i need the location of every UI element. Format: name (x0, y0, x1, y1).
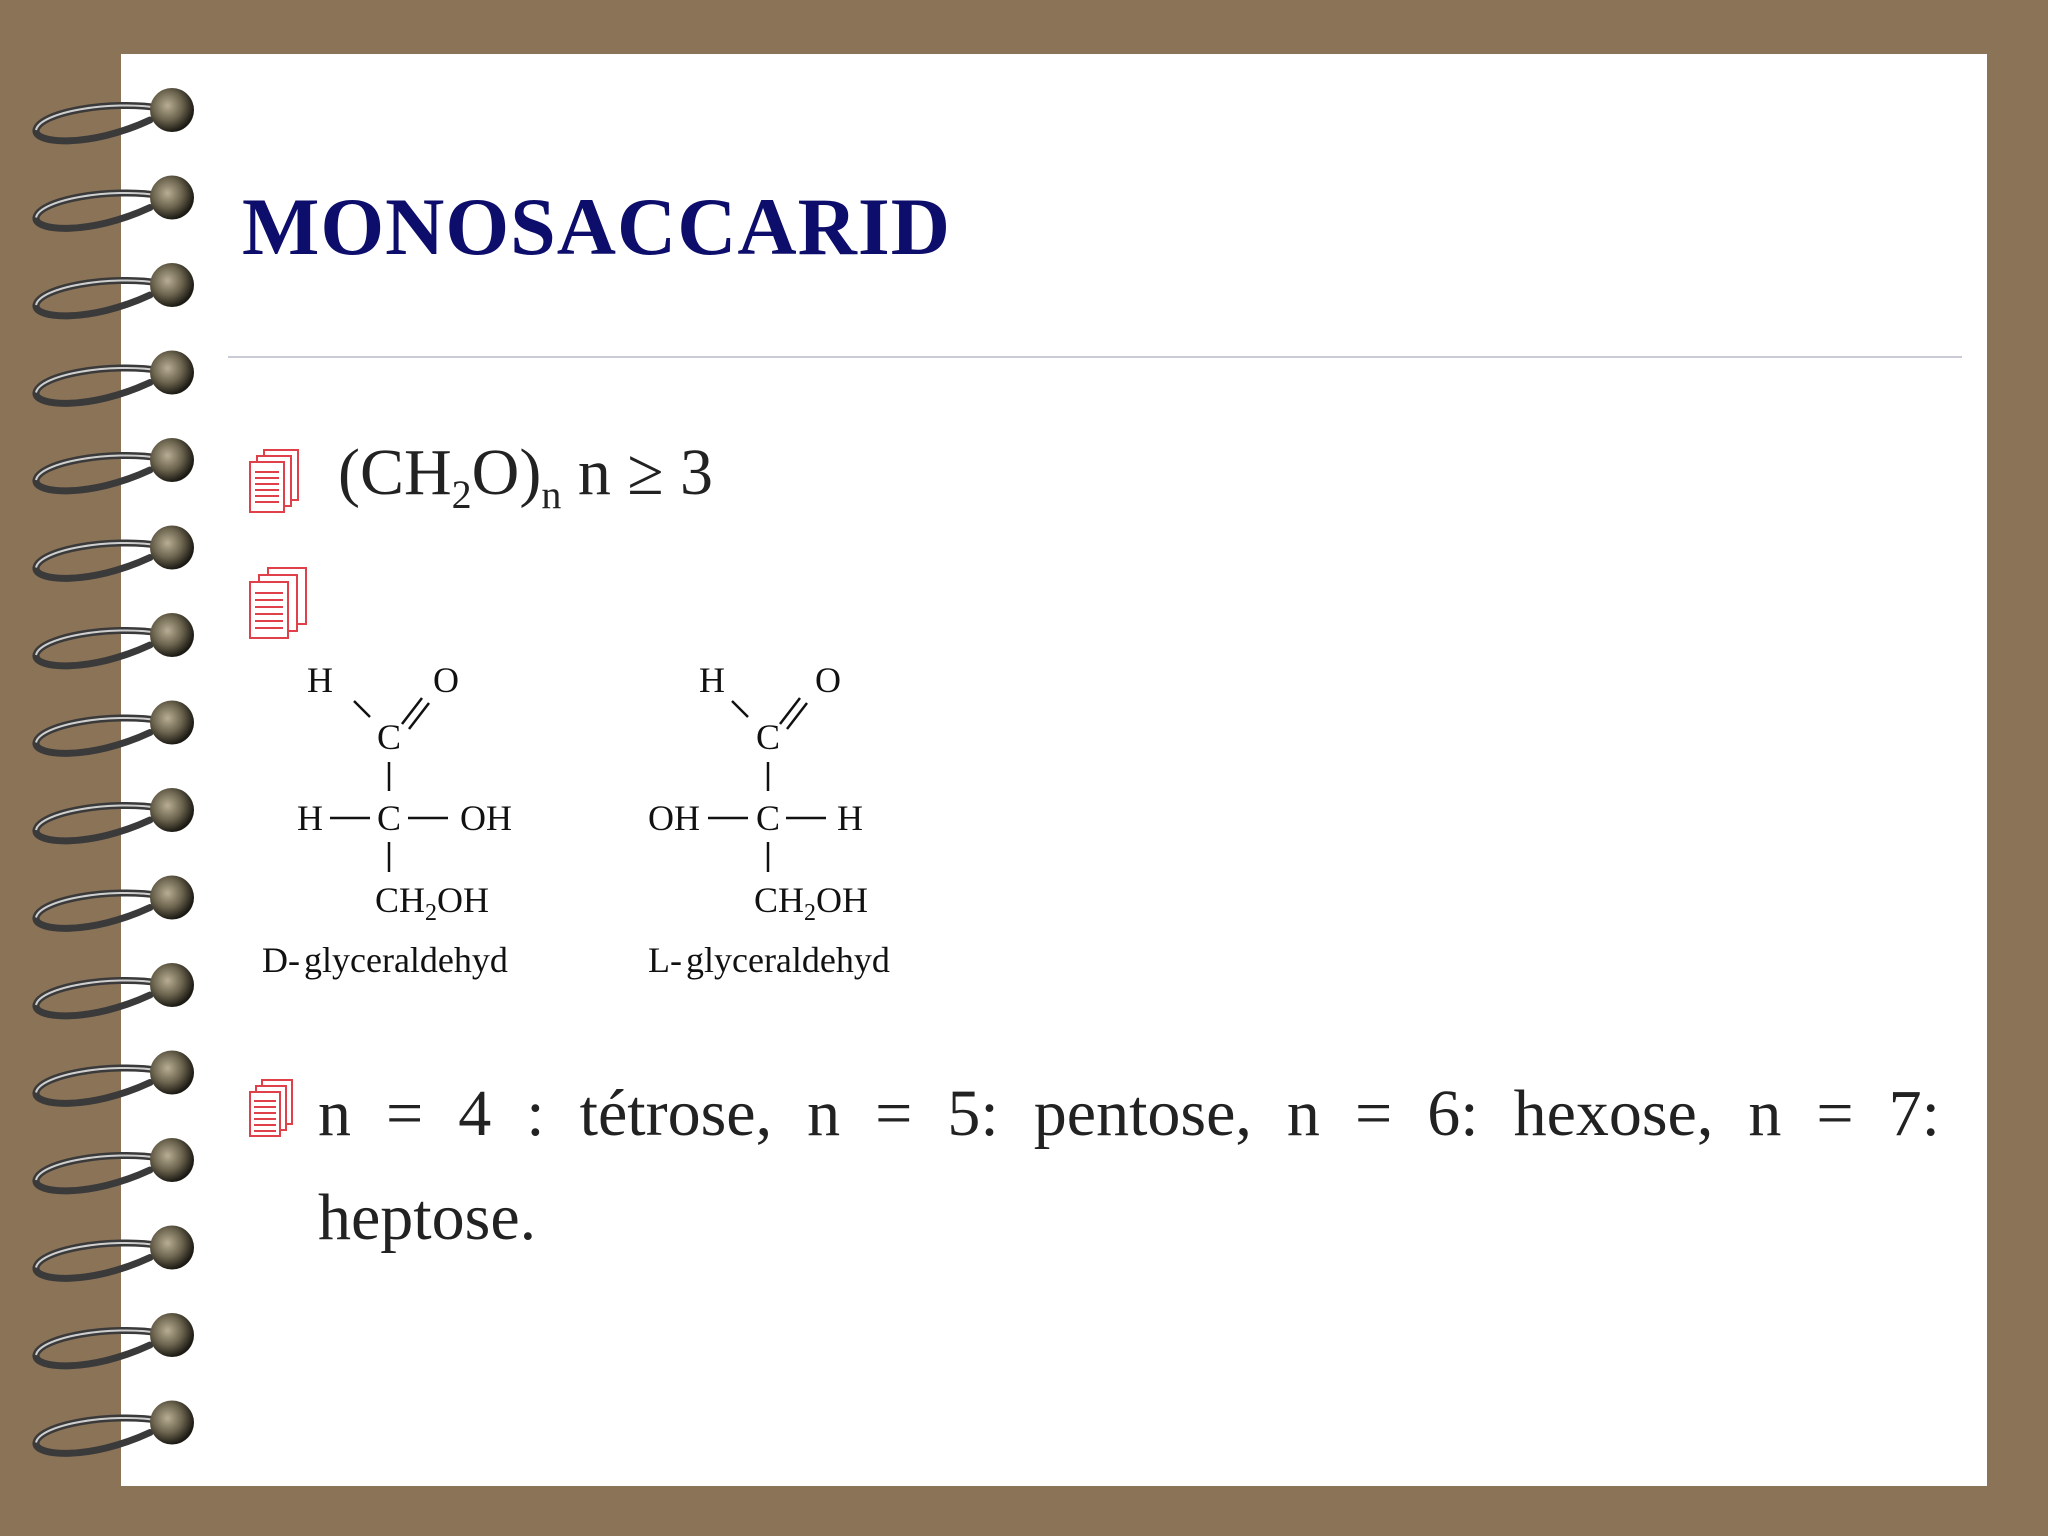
binding-ring (36, 176, 194, 229)
binding-ring (36, 613, 194, 666)
page-title: MONOSACCARID (242, 181, 951, 272)
atom-c: C (755, 717, 781, 757)
binding-ring (36, 963, 194, 1016)
hydroxymethyl-group: $CH_2OH$ (375, 880, 490, 926)
binding-ring (36, 438, 194, 491)
stacked-pages-icon (246, 566, 310, 642)
bond (780, 698, 800, 724)
binding-ring (36, 88, 194, 141)
binding-ring (36, 1313, 194, 1366)
atom-c: C (755, 798, 781, 838)
sugar-classification-text: n = 4 : tétrose, n = 5: pentose, n = 6: hexose, n = 7: heptose. (318, 1077, 1940, 1254)
hydroxymethyl-group: $CH_2OH$ (754, 880, 869, 926)
isomer-label: L- glyceraldehyd (648, 940, 890, 980)
substituent-left: OH (648, 798, 700, 838)
stacked-pages-icon (246, 448, 302, 516)
binding-ring (36, 701, 194, 754)
l-glyceraldehyde (648, 660, 890, 980)
bond (732, 701, 748, 717)
atom-h: H (307, 660, 333, 700)
binding-ring (36, 1401, 194, 1454)
isomer-label: D- glyceraldehyd (262, 940, 508, 980)
spiral-binding (0, 0, 220, 1536)
title-divider (228, 356, 1962, 358)
binding-ring (36, 876, 194, 929)
substituent-right: H (837, 798, 863, 838)
general-formula: $(CH_2O)_n$ n ≥ 3 (338, 436, 714, 517)
substituent-left: H (297, 798, 323, 838)
binding-ring (36, 526, 194, 579)
bond (409, 703, 429, 729)
binding-ring (36, 788, 194, 841)
atom-o: O (433, 660, 459, 700)
atom-c: C (376, 717, 402, 757)
atom-o: O (815, 660, 841, 700)
binding-ring (36, 1138, 194, 1191)
bond (402, 698, 422, 724)
glyceraldehyde-structures (250, 650, 970, 990)
bond (787, 703, 807, 729)
d-glyceraldehyde (262, 660, 512, 980)
binding-ring (36, 1226, 194, 1279)
binding-ring (36, 263, 194, 316)
atom-h: H (699, 660, 725, 700)
stacked-pages-icon (246, 1078, 296, 1140)
atom-c: C (376, 798, 402, 838)
bond (354, 701, 370, 717)
substituent-right: OH (460, 798, 512, 838)
binding-ring (36, 351, 194, 404)
binding-ring (36, 1051, 194, 1104)
